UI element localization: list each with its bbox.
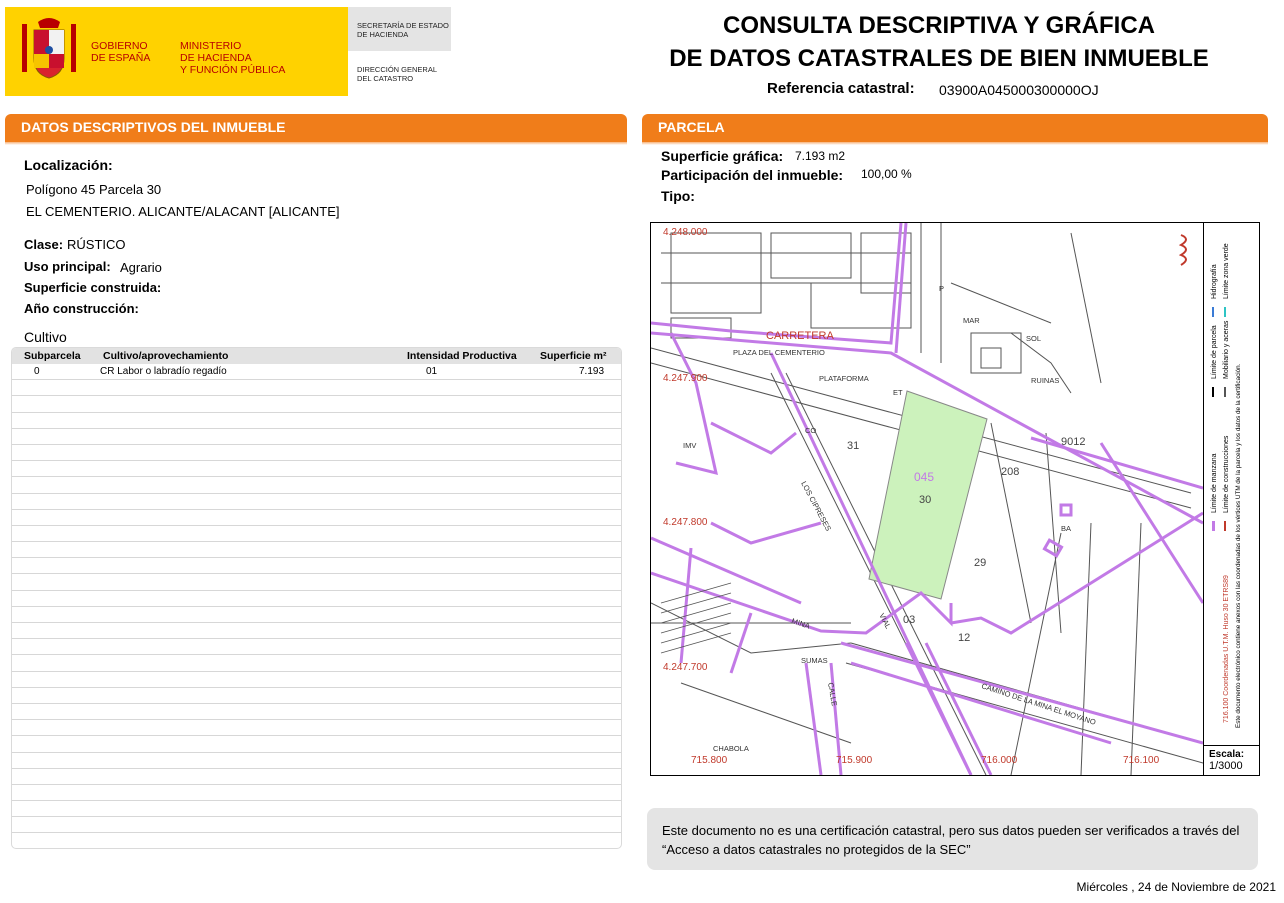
map-y-label: 4.247.900	[663, 373, 708, 384]
map-parcel-label: 30	[919, 494, 932, 506]
empty-table-row	[12, 429, 621, 445]
map-parcel-label: 9012	[1061, 436, 1086, 448]
empty-table-row	[12, 704, 621, 720]
ministerio-text: MINISTERIO DE HACIENDA Y FUNCIÓN PÚBLICA	[180, 40, 286, 76]
empty-table-row	[12, 801, 621, 817]
empty-table-row	[12, 574, 621, 590]
map-parcel-label: 12	[958, 632, 971, 644]
superficie-construida-label: Superficie construida:	[24, 280, 162, 295]
ano-construccion-label: Año construcción:	[24, 301, 139, 316]
map-x-label: 715.800	[691, 755, 728, 766]
legend-doc-note: Este documento electrónico contiene anexos con las coordenadas de los vértices UTM de la parcela y los datos de la certificación.	[1235, 363, 1242, 728]
localizacion-label: Localización:	[24, 157, 113, 173]
ref-value: 03900A045000300000OJ	[939, 82, 1099, 98]
legend-item: Límite de manzana	[1211, 453, 1218, 513]
legend-item: Límite de parcela	[1211, 325, 1218, 379]
cell-subparcela: 0	[34, 366, 40, 377]
participacion-label: Participación del inmueble:	[661, 167, 844, 183]
map-street-label: LOS CIPRESES	[799, 479, 834, 533]
map-drawing	[651, 223, 1203, 775]
map-parcel-label: 29	[974, 557, 987, 569]
empty-table-row	[12, 672, 621, 688]
cadastral-map	[650, 222, 1260, 776]
empty-table-row	[12, 833, 621, 849]
empty-table-row	[12, 558, 621, 574]
table-row	[12, 364, 621, 380]
table-header	[12, 348, 621, 364]
map-street-label: MINA	[790, 616, 811, 631]
ref-label: Referencia catastral:	[767, 80, 915, 97]
map-street-label: MAR	[963, 316, 980, 325]
map-street-label: PLAZA DEL CEMENTERIO	[733, 348, 825, 357]
legend-item: Límite de construcciones	[1223, 435, 1230, 513]
tipo-label: Tipo:	[661, 188, 695, 204]
empty-table-row	[12, 494, 621, 510]
map-y-label: 4.247.700	[663, 662, 708, 673]
empty-table-row	[12, 639, 621, 655]
parcela-header: PARCELA	[642, 114, 1268, 142]
map-y-label: 4.248.000	[663, 227, 708, 238]
empty-table-row	[12, 526, 621, 542]
map-building-label: ET	[893, 388, 903, 397]
legend-item: Hidrografía	[1211, 264, 1218, 299]
map-street-label: SUMAS	[801, 656, 828, 665]
empty-table-row	[12, 380, 621, 396]
map-building-label: SOL	[1026, 334, 1042, 343]
map-legend	[1203, 223, 1259, 745]
sup-grafica-value: 7.193 m2	[795, 149, 846, 163]
map-parcel-label: 03	[903, 614, 916, 626]
uso-label: Uso principal:	[24, 259, 111, 274]
empty-table-row	[12, 461, 621, 477]
datos-descriptivos-header: DATOS DESCRIPTIVOS DEL INMUEBLE	[5, 114, 627, 142]
map-street-label: PLATAFORMA	[819, 374, 869, 383]
clase-value: RÚSTICO	[67, 237, 126, 252]
empty-table-row	[12, 510, 621, 526]
secretaria-text: SECRETARÍA DE ESTADO DE HACIENDA	[357, 21, 449, 39]
map-building-label: BA	[1061, 524, 1072, 533]
map-scale	[1203, 745, 1259, 775]
empty-table-row	[12, 785, 621, 801]
col-intensidad: Intensidad Productiva	[407, 350, 517, 362]
map-parcel-label: 208	[1001, 466, 1020, 478]
sup-grafica-label: Superficie gráfica:	[661, 148, 784, 164]
empty-table-row	[12, 607, 621, 623]
map-parcel-label: 31	[847, 440, 860, 452]
map-street-label: RUINAS	[1031, 376, 1060, 385]
empty-table-row	[12, 542, 621, 558]
empty-table-row	[12, 720, 621, 736]
col-subparcela: Subparcela	[24, 350, 81, 362]
empty-table-row	[12, 445, 621, 461]
cell-superficie: 7.193	[579, 366, 605, 377]
col-cultivo: Cultivo/aprovechamiento	[103, 350, 229, 362]
empty-table-row	[12, 477, 621, 493]
empty-table-row	[12, 817, 621, 833]
localizacion-line-1: Polígono 45 Parcela 30	[26, 182, 162, 197]
empty-table-row	[12, 736, 621, 752]
map-street-label: CAMINO DE LA MINA EL MOYANO	[980, 681, 1097, 727]
localizacion-line-2: EL CEMENTERIO. ALICANTE/ALACANT [ALICANTE]	[26, 204, 340, 219]
map-building-label: IMV	[683, 441, 697, 450]
escala-value: 1/3000	[1209, 760, 1243, 772]
empty-table-row	[12, 413, 621, 429]
uso-value: Agrario	[120, 260, 162, 275]
legend-coord-note: 716.100 Coordenadas U.T.M. Huso 30 ETRS89	[1223, 575, 1230, 723]
catastro-mark-icon	[1179, 233, 1193, 273]
direccion-text: DIRECCIÓN GENERAL DEL CATASTRO	[357, 65, 438, 83]
cultivo-table	[11, 347, 622, 849]
empty-table-row	[12, 655, 621, 671]
legend-item: Mobiliario y aceras	[1223, 320, 1230, 379]
map-street-label: CHABOLA	[713, 744, 749, 753]
map-x-label: 716.100	[1123, 755, 1160, 766]
map-y-label: 4.247.800	[663, 517, 708, 528]
map-street-label: CARRETERA	[766, 330, 834, 342]
clase-label: Clase:	[24, 237, 64, 252]
empty-table-row	[12, 396, 621, 412]
document-date: Miércoles , 24 de Noviembre de 2021	[1076, 880, 1276, 894]
empty-table-row	[12, 591, 621, 607]
map-building-label: P	[939, 284, 945, 293]
cultivo-title: Cultivo	[24, 329, 67, 345]
legend-item: Límite zona verde	[1223, 243, 1230, 299]
empty-rows	[12, 380, 621, 849]
title-line-2: DE DATOS CATASTRALES DE BIEN INMUEBLE	[669, 45, 1209, 72]
gobierno-text: GOBIERNO DE ESPAÑA	[91, 40, 151, 64]
cell-intensidad: 01	[426, 366, 438, 377]
map-parcel-label: 045	[914, 470, 935, 484]
participacion-value: 100,00 %	[861, 167, 912, 181]
empty-table-row	[12, 623, 621, 639]
empty-table-row	[12, 753, 621, 769]
disclaimer-notice: Este documento no es una certificación catastral, pero sus datos pueden ser verificados a través del “Acceso a datos catastrales no protegidos de la SEC”	[647, 808, 1258, 870]
empty-table-row	[12, 688, 621, 704]
escala-label: Escala:	[1209, 749, 1245, 760]
title-line-1: CONSULTA DESCRIPTIVA Y GRÁFICA	[722, 12, 1156, 39]
map-x-label: 716.000	[981, 755, 1018, 766]
empty-table-row	[12, 769, 621, 785]
cell-cultivo: CR Labor o labradío regadío	[100, 366, 227, 377]
map-street-label: CALLE	[826, 681, 840, 707]
page-title	[640, 9, 1238, 75]
col-superficie: Superficie m²	[540, 350, 607, 362]
legend-drawing	[1204, 223, 1260, 745]
map-x-label: 715.900	[836, 755, 873, 766]
map-building-label: CO	[805, 426, 817, 435]
coat-of-arms-icon	[18, 14, 80, 84]
map-street-label: VIAL	[877, 611, 893, 631]
